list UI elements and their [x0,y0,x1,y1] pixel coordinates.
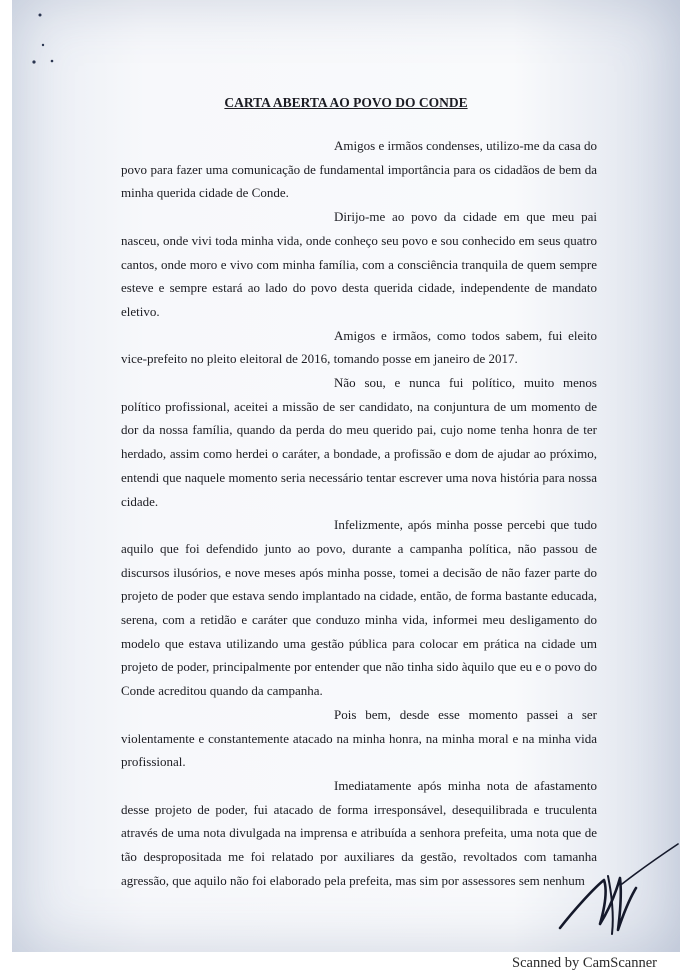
scanned-page [12,0,680,952]
paragraph-6: Pois bem, desde esse momento passei a ser violentamente e constantemente atacado na minha honra, na minha moral e na minha vida profissional. [121,706,597,770]
paragraph-7: Imediatamente após minha nota de afastamento desse projeto de poder, fui atacado de forma irresponsável, desequilibrada e truculenta através de uma nota divulgada na imprensa e atribuída a senhora prefeita, uma nota que de tão despropositada me foi relatado por auxiliares da gestão, revoltados com tamanha agressão, que aquilo não foi elaborado pela prefeita, mas sim por assessores sem nenhum [121,777,597,888]
scanner-credit: Scanned by CamScanner [512,955,657,971]
paragraph-5: Infelizmente, após minha posse percebi que tudo aquilo que foi defendido junto ao povo, durante a campanha política, não passou de discursos ilusórios, e nove meses após minha posse, tomei a decisão de não fazer parte do projeto de poder que estava sendo implantado na cidade, então, de forma bastante educada, serena, com a retidão e caráter que conduzo minha vida, informei meu desligamento do modelo que estava utilizando uma gestão pública para colocar em prática na cidade um projeto de poder, principalmente por entender que não tinha sido àquilo que eu e o povo do Conde acreditou quando da campanha. [121,517,597,699]
paragraph-4: Não sou, e nunca fui político, muito menos político profissional, aceitei a missão de ser candidato, na conjuntura de um momento de dor da nossa família, quando da perda do meu querido pai, cujo nome tenha honra de ter herdado, assim como herdei o caráter, a bondade, a profissão e dom de ajudar ao próximo, entendi que naquele momento seria necessário tentar escrever uma nova história para nossa cidade. [121,375,597,509]
letter-title: CARTA ABERTA AO POVO DO CONDE [224,95,468,110]
paragraph-3: Amigos e irmãos, como todos sabem, fui eleito vice-prefeito no pleito eleitoral de 2016, tomando posse em janeiro de 2017. [121,327,597,367]
scan-specks [12,0,92,80]
paragraph-1: Amigos e irmãos condenses, utilizo-me da casa do povo para fazer uma comunicação de fundamental importância para os cidadãos de bem da minha querida cidade de Conde. [121,138,597,201]
paragraph-2: Dirijo-me ao povo da cidade em que meu pai nasceu, onde vivi toda minha vida, onde conheço seu povo e sou conhecido em seus quatro cantos, onde moro e vivo com minha família, com a consciência tranquila de quem sempre esteve e sempre estará ao lado do povo desta querida cidade, independente de mandato eletivo. [121,209,597,319]
letter-body [121,134,597,893]
handwritten-signature [552,840,680,940]
